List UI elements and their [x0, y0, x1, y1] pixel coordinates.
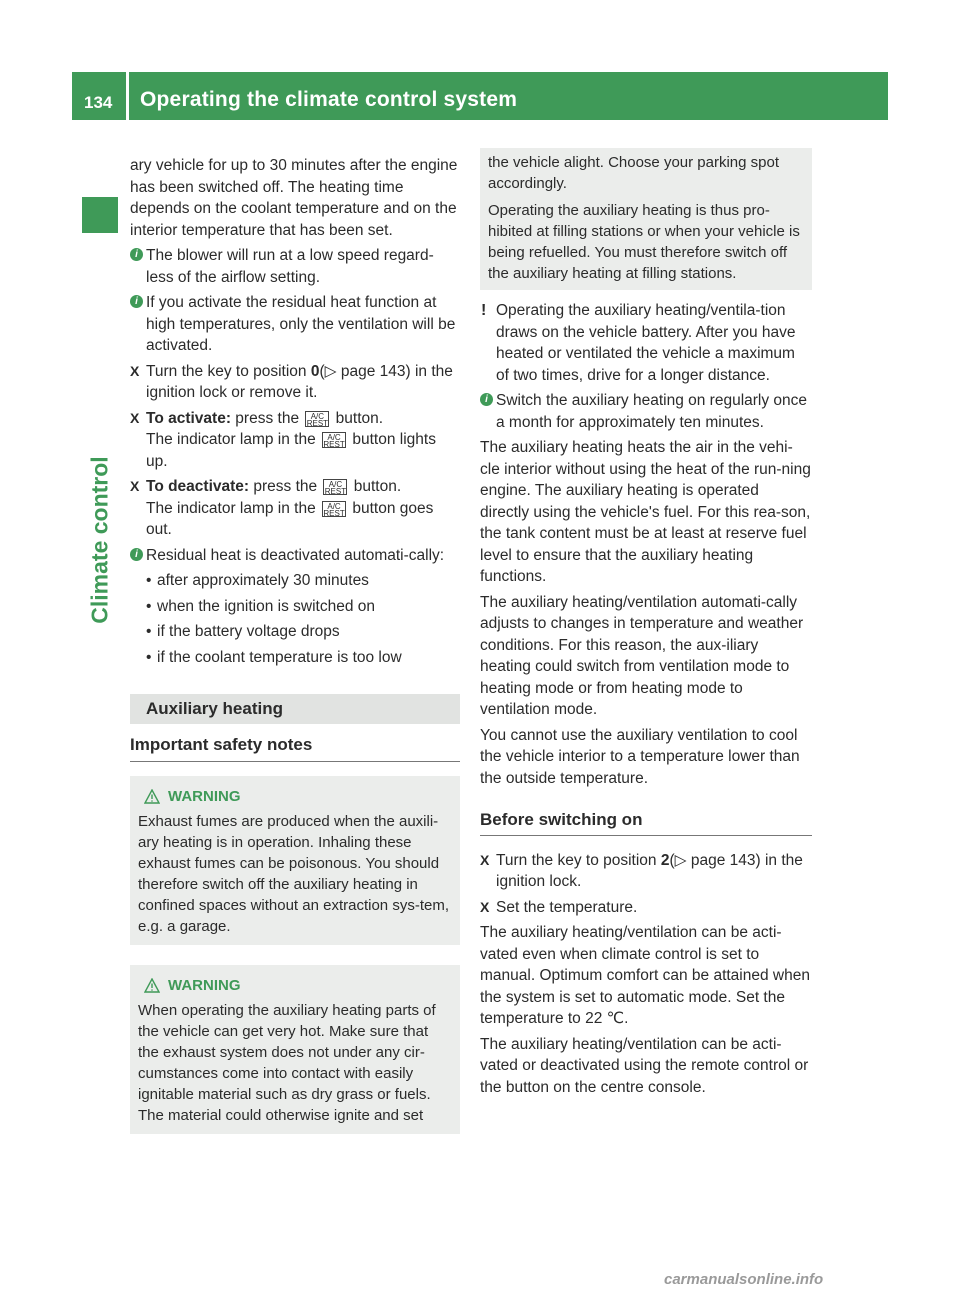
- list-item: • if the battery voltage drops: [146, 621, 460, 643]
- section-heading: Auxiliary heating: [130, 694, 460, 724]
- body-paragraph: The auxiliary heating/ventilation can be acti-vated or deactivated using the remote control or the button on the centre console.: [480, 1035, 809, 1096]
- warning-box-continued: [480, 148, 812, 290]
- position-value: 2: [660, 851, 670, 869]
- list-item: • after approximately 30 minutes: [146, 570, 460, 592]
- side-tab-marker: [82, 197, 118, 233]
- instruction-step: [480, 897, 812, 919]
- watermark: carmanualsonline.info: [664, 1271, 824, 1288]
- page-title: Operating the climate control system: [140, 88, 518, 111]
- x-mark-icon: X: [130, 478, 140, 494]
- step-text: button lights up.: [146, 431, 436, 470]
- btn-bottom-text: REST: [306, 418, 329, 428]
- info-note: [130, 292, 460, 357]
- btn-bottom-text: REST: [323, 508, 345, 518]
- step-text: press the: [249, 478, 322, 495]
- step-text: button.: [349, 478, 402, 495]
- step-text: press the: [231, 409, 304, 427]
- warning-triangle-icon: [144, 789, 160, 804]
- instruction-step: [130, 361, 460, 404]
- subheading-before-switching: Before switching on: [480, 799, 812, 836]
- ac-rest-button-icon: [305, 411, 329, 427]
- x-mark-icon: X: [130, 362, 140, 379]
- bullet-list: [146, 570, 460, 668]
- ac-rest-button-icon: [323, 479, 347, 495]
- intro-paragraph: ary vehicle for up to 30 minutes after the engine has been switched off. The heating time depends on the coolant temperature and on the interior temperature that has been set.: [130, 157, 458, 239]
- info-note-text: Switch the auxiliary heating on regularly once a month for approximately ten minutes.: [496, 392, 808, 431]
- info-note-text: Residual heat is deactivated automati-cally:: [146, 546, 445, 564]
- x-mark-icon: X: [130, 409, 140, 426]
- btn-top-text: A/C: [310, 411, 325, 421]
- step-text: The indicator lamp in the: [146, 431, 321, 448]
- page-number: 134: [84, 93, 113, 112]
- step-text: Set the temperature.: [496, 898, 638, 916]
- warning-box: [130, 776, 460, 945]
- side-tab-label: Climate control: [86, 456, 113, 624]
- btn-top-text: A/C: [327, 433, 341, 442]
- info-note-text: If you activate the residual heat function at high temperatures, only the ventilation will be activated.: [146, 294, 456, 354]
- body-paragraph: The auxiliary heating/ventilation can be acti-vated even when climate control is set to manual. Optimum comfort can be attained when the system is set to automatic mode. Set the temperature to 22 ℃.: [480, 924, 810, 1027]
- info-icon: i: [480, 393, 493, 406]
- warning-title: [138, 975, 452, 996]
- warning-text: Operating the auxiliary heating is thus pro-hibited at filling stations or when your vehicle is being refuelled. You must therefore switch off the auxiliary heating at filling stations.: [488, 202, 800, 282]
- warning-box: [130, 965, 460, 1134]
- position-value: 0: [310, 362, 320, 380]
- side-tab: [82, 420, 118, 660]
- list-item: • if the coolant temperature is too low: [146, 647, 460, 669]
- info-note-text: The blower will run at a low speed regard-less of the airflow setting.: [146, 247, 434, 286]
- btn-bottom-text: REST: [323, 440, 345, 449]
- info-note: [480, 390, 812, 433]
- warning-text: Exhaust fumes are produced when the auxili-ary heating is in operation. Inhaling these exhaust fumes can be poisonous. You should therefore switch off the auxiliary heating in confined spaces without an extraction sys-tem, e.g. a garage.: [138, 813, 449, 935]
- body-paragraph: The auxiliary heating heats the air in the vehi-cle interior without using the heat of the run-ning engine. The auxiliary heating is operated directly using the vehicle's fuel. For this rea-son, the tank content must be at least at reserve fuel level to ensure that the auxiliary heating functions.: [480, 439, 811, 585]
- header-divider: [126, 72, 129, 120]
- step-text: Turn the key to position: [146, 362, 311, 380]
- subheading-safety: Important safety notes: [130, 724, 460, 763]
- ac-rest-button-icon: [322, 432, 346, 448]
- warning-triangle-icon: [144, 978, 160, 993]
- warning-text: When operating the auxiliary heating parts of the vehicle can get very hot. Make sure that the exhaust system does not under any cir-cumstances come into contact with easily ignitable material such as dry grass or fuels. The material could otherwise ignite and set: [138, 1002, 436, 1124]
- body-paragraph: The auxiliary heating/ventilation automati-cally adjusts to changes in temperature and weather conditions. For this reason, the aux-iliary heating could switch from ventilation mode to heating mode or from heating mode to ventilation mode.: [480, 593, 804, 718]
- info-icon: i: [130, 248, 143, 261]
- right-column: [480, 155, 812, 1102]
- info-icon: i: [130, 548, 143, 561]
- warning-title-text: WARNING: [168, 977, 241, 994]
- exclamation-icon: !: [481, 302, 487, 319]
- step-text: Turn the key to position: [496, 851, 661, 869]
- activate-label: To activate:: [146, 409, 231, 427]
- info-note: [130, 245, 460, 288]
- instruction-step: [480, 850, 812, 893]
- ac-rest-button-icon: [322, 501, 346, 517]
- caution-note: [480, 300, 812, 386]
- warning-title: [138, 786, 452, 807]
- body-paragraph: You cannot use the auxiliary ventilation to cool the vehicle interior to a temperature lower than the outside temperature.: [480, 726, 800, 787]
- btn-top-text: A/C: [327, 501, 341, 511]
- step-text: button goes out.: [146, 499, 434, 538]
- info-note: [130, 545, 460, 567]
- warning-text: the vehicle alight. Choose your parking spot accordingly.: [488, 154, 780, 192]
- deactivate-label: To deactivate:: [146, 478, 250, 495]
- info-icon: i: [130, 295, 143, 308]
- btn-top-text: A/C: [328, 480, 343, 489]
- list-item: • when the ignition is switched on: [146, 596, 460, 618]
- btn-bottom-text: REST: [324, 487, 347, 496]
- x-mark-icon: X: [480, 851, 490, 868]
- step-text: (▷ page 143) in the ignition lock.: [496, 851, 803, 890]
- step-text: (▷ page 143) in the ignition lock or remove it.: [146, 362, 453, 401]
- caution-text: Operating the auxiliary heating/ventila-tion draws on the vehicle battery. After you have heated or ventilated the vehicle a maximum of two times, drive for a longer distance.: [496, 302, 796, 384]
- step-text: The indicator lamp in the: [146, 499, 321, 517]
- instruction-step-activate: [130, 408, 460, 473]
- left-column: [130, 155, 460, 1154]
- x-mark-icon: X: [480, 898, 490, 915]
- step-text: button.: [331, 409, 384, 427]
- warning-title-text: WARNING: [168, 788, 241, 805]
- instruction-step-deactivate: [130, 476, 460, 541]
